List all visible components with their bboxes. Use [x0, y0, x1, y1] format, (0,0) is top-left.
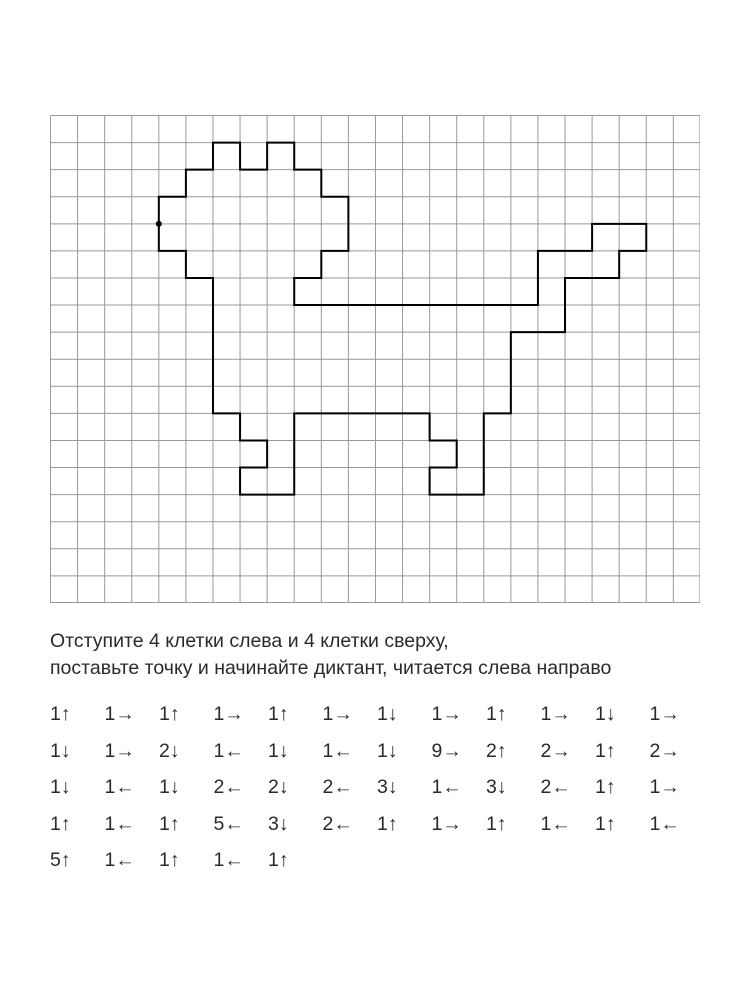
- instructions: [50, 628, 611, 682]
- start-dot: [156, 221, 162, 227]
- command-step: 1↑: [377, 812, 398, 835]
- command-step: 1→: [431, 812, 462, 835]
- instruction-line-1: Отступите 4 клетки слева и 4 клетки сверху,: [50, 630, 449, 652]
- command-step: 1←: [431, 776, 462, 798]
- grid-canvas: [50, 115, 700, 605]
- instruction-line-2: поставьте точку и начинайте диктант, читается слева направо: [50, 657, 612, 679]
- command-step: 3↓: [486, 776, 507, 798]
- command-step: 1↓: [268, 739, 289, 762]
- command-step: 1→: [104, 739, 135, 762]
- command-step: 1↓: [50, 739, 71, 762]
- command-step: 1↑: [595, 812, 616, 835]
- command-step: 1↑: [595, 776, 616, 798]
- command-step: 1↑: [486, 703, 507, 725]
- command-step: 1↑: [50, 812, 71, 835]
- command-step: 1←: [213, 849, 244, 871]
- command-step: 1↑: [50, 703, 71, 725]
- command-step: 1↑: [268, 849, 289, 871]
- dictation-grid: [50, 115, 700, 605]
- command-step: 1→: [322, 703, 353, 725]
- command-step: 1↓: [50, 776, 71, 798]
- command-step: 3↓: [268, 812, 289, 835]
- command-step: 1→: [649, 776, 680, 798]
- command-step: 1↓: [377, 703, 398, 725]
- command-step: 2↑: [486, 739, 507, 762]
- command-step: 1→: [540, 703, 571, 725]
- command-step: 5←: [213, 812, 244, 835]
- command-step: 2→: [540, 739, 571, 762]
- command-step: 1↑: [268, 703, 289, 725]
- command-step: 1←: [322, 739, 353, 762]
- command-step: 1←: [104, 812, 135, 835]
- command-step: 1→: [104, 703, 135, 725]
- command-step: 2←: [322, 812, 353, 835]
- command-step: 1↑: [486, 812, 507, 835]
- command-step: 1↓: [159, 776, 180, 798]
- command-step: 1↑: [159, 849, 180, 871]
- command-step: 1←: [104, 776, 135, 798]
- command-step: 1←: [104, 849, 135, 871]
- command-step: 1←: [540, 812, 571, 835]
- command-step: 1→: [213, 703, 244, 725]
- command-step: 2↓: [268, 776, 289, 798]
- command-step: 5↑: [50, 849, 71, 871]
- command-step: 1←: [649, 812, 680, 835]
- command-step: 1→: [431, 703, 462, 725]
- command-step: 1↑: [595, 739, 616, 762]
- command-step: 2↓: [159, 739, 180, 762]
- command-step: 2←: [213, 776, 244, 798]
- command-step: 2←: [322, 776, 353, 798]
- command-step: 1↑: [159, 703, 180, 725]
- command-step: 1↑: [159, 812, 180, 835]
- command-step: 1←: [213, 739, 244, 762]
- command-step: 1→: [649, 703, 680, 725]
- command-step: 2←: [540, 776, 571, 798]
- command-step: 1↓: [377, 739, 398, 762]
- command-step: 3↓: [377, 776, 398, 798]
- grid-lines: [51, 116, 700, 603]
- command-step: 1↓: [595, 703, 616, 725]
- command-step: 9→: [431, 739, 462, 762]
- command-step: 2→: [649, 739, 680, 762]
